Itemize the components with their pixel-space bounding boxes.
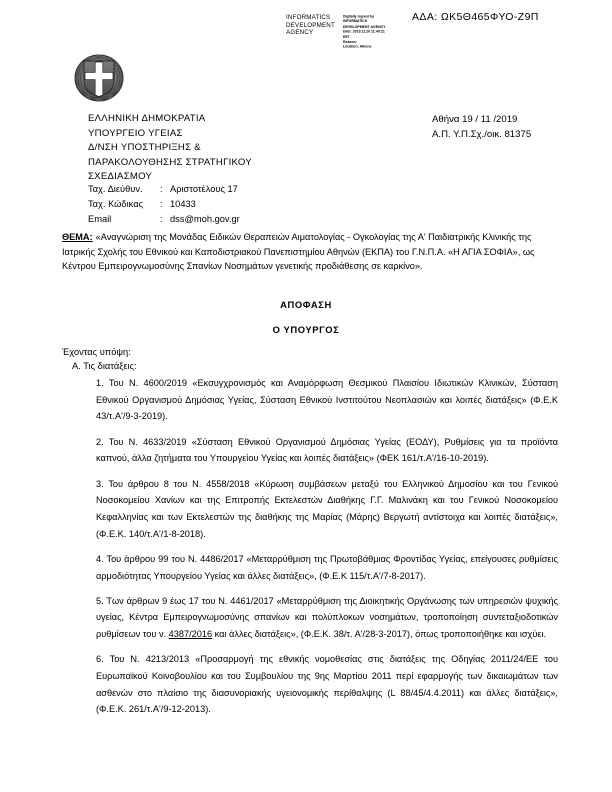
subject-text: «Αναγνώριση της Μονάδας Ειδικών Θεραπειών Αιματολογίας - Ογκολογίας της Α' Παιδιατρικής Κλινικής της Ιατρικής Σχολής του Εθνικού και Καποδιστριακού Πανεπιστημίου Αθηνών (ΕΚΠΑ) του Γ.Ν.Π.Α. «Η ΑΓΙΑ ΣΟΦΙΑ», ως Κέντρου Εμπειρογνωμοσύνης Σπανίων Νοσημάτων γενετικής προδιάθεσης σε καρκίνο». — [62, 232, 535, 272]
contact-separator: : — [160, 199, 163, 209]
ada-registration-code: ΑΔΑ: ΩΚ5Θ465ΦΥΟ-Ζ9Π — [412, 11, 539, 23]
contact-row — [88, 212, 388, 227]
law-reference-link[interactable]: 4387/2016 — [168, 629, 213, 640]
signature-detail-line: Date: 2019.11.20 11:49:21 — [343, 29, 385, 34]
signature-detail-lines — [343, 14, 403, 49]
place-and-date: Αθήνα 19 / 11 /2019 — [432, 114, 518, 125]
provision-item: 2. Του Ν. 4633/2019 «Σύσταση Εθνικού Οργανισμού Δημόσιας Υγείας (ΕΟΔΥ), Ρυθμίσεις για τα προϊόντα καπνού, άλλα ζητήματα του Υπουργείου Υγείας και λοιπές διατάξεις» (ΦΕΚ 161/τ.Α'/16-10-2019). — [96, 436, 558, 464]
provisions-section-label: Α. Τις διατάξεις: — [72, 361, 137, 371]
signature-detail-line: Digitally signed by — [343, 14, 374, 19]
organization-line: ΥΠΟΥΡΓΕΙΟ ΥΓΕΙΑΣ — [88, 127, 183, 139]
having-regard-label: Έχοντας υπόψη: — [62, 347, 131, 357]
subject-block — [62, 230, 559, 274]
decision-title: ΑΠΟΦΑΣΗ — [280, 299, 332, 310]
contact-separator: : — [160, 214, 163, 224]
signature-detail-line: INFORMATICS — [343, 19, 368, 24]
contact-label: Ταχ. Κώδικας — [88, 199, 144, 209]
provision-item: 3. Του άρθρου 8 του Ν. 4558/2018 «Κύρωση συμβάσεων μεταξύ του Ελληνικού Δημοσίου και του Γενικού Νοσοκομείου Χανίων και της Επιτροπής Εκτελεστών Διαθήκης Γ.Γ. Μαλινάκη και του Γενικού Νοσοκομείου Κεφαλληνίας και των Εκτελεστών της διαθήκης της Μαρίας (Μάρης) Βεργωτή αντίστοιχα και λοιπές διατάξεις», (Φ.Ε.Κ. 140/τ.Α'/1-8-2018). — [96, 478, 558, 539]
contact-row — [88, 197, 388, 212]
provision-item: 5. Των άρθρων 9 έως 17 του Ν. 4461/2017 «Μεταρρύθμιση της Διοικητικής Οργάνωσης των υπηρεσιών ψυχικής υγείας, Κέντρα Εμπειρογνωμοσύνης σπανίων και πολύπλοκων νοσημάτων, τροποποίηση συντεταξιοδοτικών ρυθμίσεων του ν. 4387/2016 και άλλες διατάξεις», (Φ.Ε.Κ. 38/τ. Α'/28-3-2017), όπως τροποποιήθηκε και ισχύει. — [96, 595, 558, 640]
organization-line: ΣΧΕΔΙΑΣΜΟΥ — [88, 171, 153, 183]
legal-provisions-list — [96, 375, 558, 718]
contact-value: Αριστοτέλους 17 — [170, 184, 238, 194]
provision-item: 4. Του άρθρου 99 του Ν. 4486/2017 «Μεταρρύθμιση της Πρωτοβάθμιας Φροντίδας Υγείας, επείγουσες ρυθμίσεις αρμοδιότητας Υπουργείου Υγείας και άλλες διατάξεις», (Φ.Ε.Κ 115/τ.Α'/7-8-2017). — [96, 553, 558, 581]
hellenic-republic-coat-of-arms-icon — [73, 53, 125, 103]
subject-label: ΘΕΜΑ: — [62, 232, 93, 242]
provision-item: 1. Του Ν. 4600/2019 «Εκσυγχρονισμός και Αναμόρφωση Θεσμικού Πλαισίου Ιδιωτικών Κλινικών, Σύσταση Εθνικού Οργανισμού Δημόσιας Υγείας, Σύσταση Εθνικού Ινστιτούτου Νεοπλασιών και λοιπές διατάξεις» (Φ.Ε.Κ 43/τ.Α'/9-3-2019). — [96, 378, 558, 422]
contact-value: dss@moh.gov.gr — [170, 214, 240, 224]
contact-label: Ταχ. Διεύθυν. — [88, 184, 143, 194]
document-meta — [432, 112, 531, 142]
signature-detail-line: EET — [343, 34, 350, 39]
signature-detail-line: Reason: — [343, 39, 357, 44]
signature-detail-line: Location: Athens — [343, 44, 372, 50]
contact-value: 10433 — [170, 199, 196, 209]
protocol-number: Α.Π. Υ.Π.Σχ./οικ. 81375 — [432, 129, 532, 140]
organization-line: ΠΑΡΑΚΟΛΟΥΘΗΣΗΣ ΣΤΡΑΤΗΓΙΚΟΥ — [88, 156, 252, 168]
provision-item: 6. Του Ν. 4213/2013 «Προσαρμογή της εθνικής νομοθεσίας στις διατάξεις της Οδηγίας 2011/24/ΕΕ του Ευρωπαϊκού Κοινοβουλίου και του Συμβουλίου της 9ης Μαρτίου 2011 περί εφαρμογής των δικαιωμάτων των ασθενών στο πλαίσιο της διασυνοριακής υγειονομικής περίθαλψης (L 88/45/4.4.2011) και άλλες διατάξεις», (Φ.Ε.Κ. 261/τ.Α'/9-12-2013). — [96, 654, 558, 715]
contact-information — [88, 182, 388, 227]
signature-agency-name: INFORMATICS DEVELOPMENT AGENCY — [286, 14, 335, 37]
contact-separator: : — [160, 184, 163, 194]
digital-signature-stamp — [286, 14, 404, 54]
organization-line: Δ/ΝΣΗ ΥΠΟΣΤΗΡΙΞΗΣ & — [88, 142, 201, 154]
contact-label: Email — [88, 214, 112, 224]
signature-detail-line: DEVELOPMENT AGENCY — [343, 24, 386, 29]
minister-title: Ο ΥΠΟΥΡΓΟΣ — [272, 324, 340, 335]
organization-line: ΕΛΛΗΝΙΚΗ ΔΗΜΟΚΡΑΤΙΑ — [88, 113, 206, 124]
organization-header — [88, 112, 388, 185]
contact-row — [88, 182, 388, 197]
